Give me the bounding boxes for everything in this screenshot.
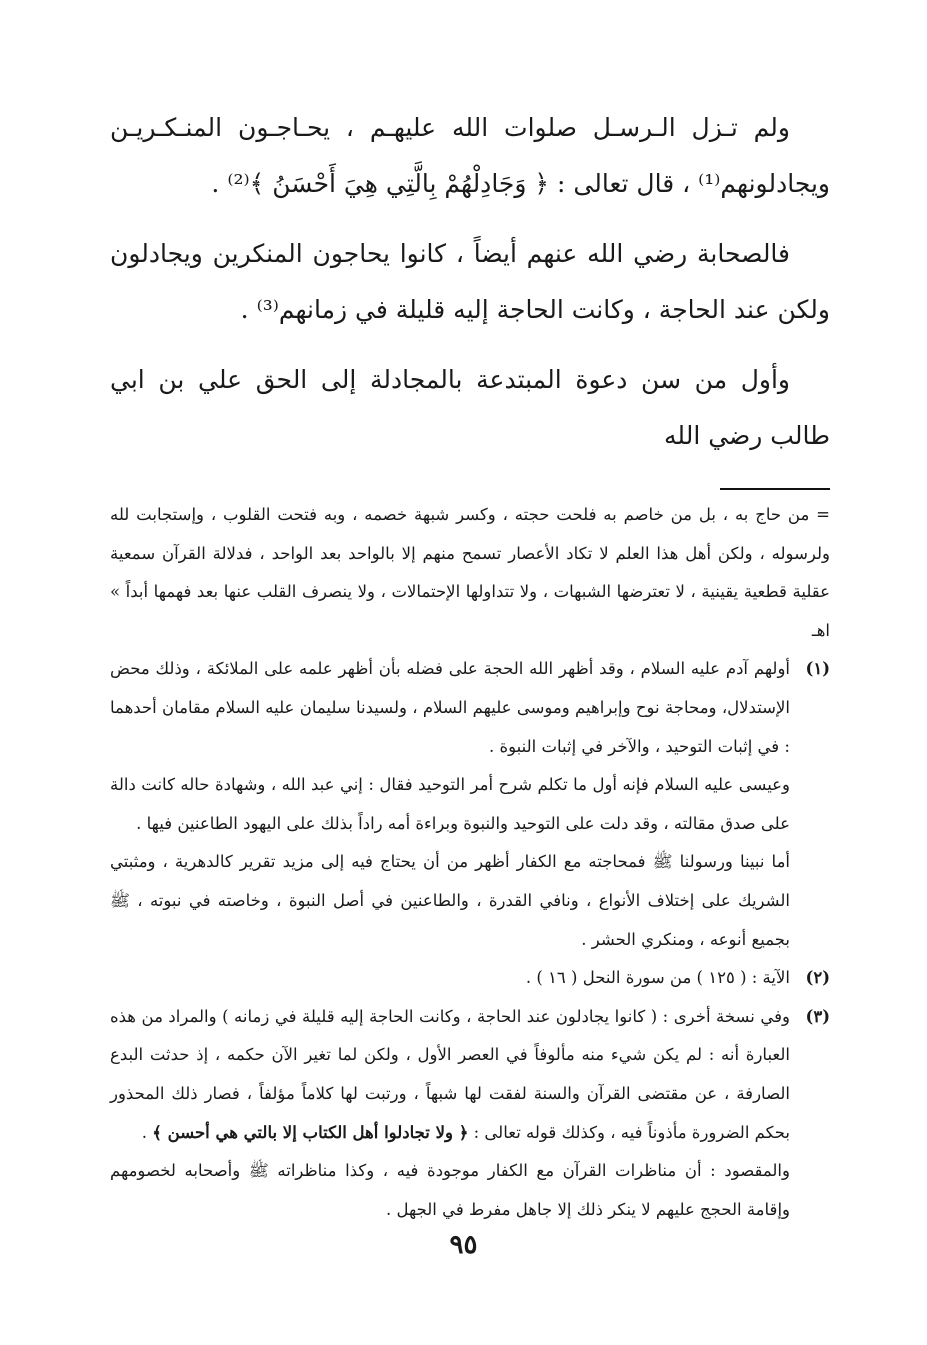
- footnote-3-text-b: والمقصود : أن مناظرات القرآن مع الكفار موجودة فيه ، وكذا مناظراته ﷺ وأصحابه لخصومهم وإقامة الحجج عليهم لا ينكر ذلك إلا جاهل مفرط في الجهل .: [110, 1161, 790, 1219]
- footnote-3-quote: ﴿ ولا تجادلوا أهل الكتاب إلا بالتي هي أحسن ﴾: [152, 1122, 469, 1142]
- footnote-1-text-b: وعيسى عليه السلام فإنه أول ما تكلم شرح أمر التوحيد فقال : إني عبد الله ، وشهادة حاله كانت دالة على صدق مقالته ، وقد دلت على التوحيد والنبوة وبراءة أمه راداً بذلك على اليهود الطاعنين فيها .: [110, 775, 790, 833]
- footnote-2-text: الآية : ( ١٢٥ ) من سورة النحل ( ١٦ ) .: [525, 968, 790, 988]
- footnote-1-text-a: أولهم آدم عليه السلام ، وقد أظهر الله الحجة على فضله بأن أظهر علمه على الملائكة ، وذلك محض الإستدلال، ومحاجة نوح وإبراهيم وموسى عليهم السلام ، ولسيدنا سليمان عليه السلام مقامان أحدهما : في إثبات التوحيد ، والآخر في إثبات النبوة .: [110, 659, 790, 756]
- footnote-3-text-a: [110, 998, 790, 1152]
- footnote-separator: [720, 488, 830, 490]
- footnote-1: [110, 650, 830, 766]
- main-paragraph-3: وأول من سن دعوة المبتدعة بالمجادلة إلى الحق علي بن ابي طالب رضي الله: [110, 365, 830, 450]
- footnote-2-number: (٢): [805, 968, 830, 988]
- footnote-1-number: (١): [805, 659, 830, 679]
- footnotes: [110, 496, 830, 1229]
- footnote-3-end: .: [141, 1122, 153, 1142]
- footnote-continuation: = من حاج به ، بل من خاصم به فلحت حجته ، وكسر شبهة خصمه ، وبه فتحت القلوب ، وإستجابت لله ولرسوله ، ولكن أهل هذا العلم لا تكاد الأعصار تسمح منهم إلا بالواحد بعد الواحد ، فدلالة القرآن سمعية عقلية قطعية يقينية ، لا تعترضها الشبهات ، ولا تتداولها الإحتمالات ، ولا ينصرف القلب عنها بعد فهمها أبداً » اهـ: [110, 505, 830, 640]
- page-number: ٩٥: [449, 1230, 478, 1260]
- footnote-3-number: (٣): [805, 1006, 830, 1026]
- document-page: [110, 100, 830, 1300]
- footnote-1-text-c: أما نبينا ورسولنا ﷺ فمحاجته مع الكفار أظهر من أن يحتاج فيه إلى مزيد تقرير كالدهرية ، ومثبتي الشريك على إختلاف الأنواع ، ونافي القدرة ، والطاعنين في أصل النبوة ، وخاصته في نبوته ، ﷺ بجميع أنوعه ، ومنكري الحشر .: [110, 852, 790, 949]
- footnote-3: [110, 998, 830, 1152]
- main-paragraph-1: ولم تـزل الـرسـل صلوات الله عليهـم ، يحـاجـون المنـكـريـن ويجادلونهم⁽¹⁾ ، قال تعالى : ﴿ وَجَادِلْهُمْ بِالَّتِي هِيَ أَحْسَنُ ﴾⁽²⁾ .: [110, 113, 830, 198]
- main-paragraph-2: فالصحابة رضي الله عنهم أيضاً ، كانوا يحاجون المنكرين ويجادلون ولكن عند الحاجة ، وكانت الحاجة إليه قليلة في زمانهم⁽³⁾ .: [110, 239, 830, 324]
- footnote-3-body: وفي نسخة أخرى : ( كانوا يجادلون عند الحاجة ، وكانت الحاجة إليه قليلة في زمانه ) والمراد من هذه العبارة أنه : لم يكن شيء منه مألوفاً في العصر الأول ، ولكن لما تغير الآن حكمه ، إذ حدثت البدع الصارفة ، عن مقتضى القرآن والسنة لفقت لها شبهاً ، ورتبت لها كلاماً مؤلفاً ، فصار ذلك المحذور بحكم الضرورة مأذوناً فيه ، وكذلك قوله تعالى :: [110, 1006, 790, 1142]
- footnote-2: [110, 959, 830, 998]
